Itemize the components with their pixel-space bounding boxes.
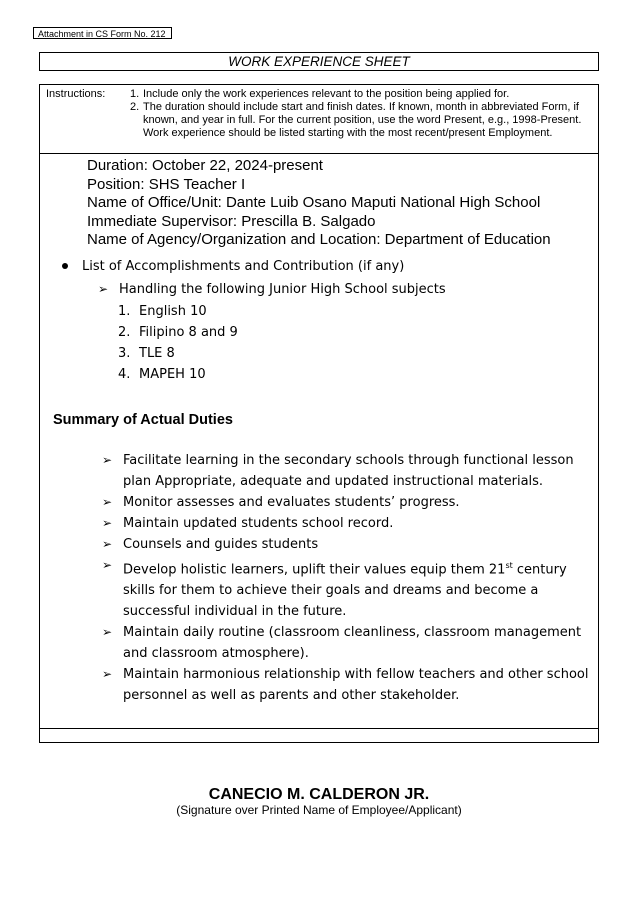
sheet-title: WORK EXPERIENCE SHEET [39,52,599,71]
duty-text: Develop holistic learners, uplift their values equip them 21 [123,562,506,578]
arrow-bullet-icon: ➢ [102,537,113,551]
duty-text: Monitor assesses and evaluates students’ progress. [123,495,460,510]
arrow-bullet-icon: ➢ [102,667,113,682]
subject-item [118,301,238,322]
accomplishments-heading-text: List of Accomplishments and Contribution (if any) [82,259,405,274]
subjects-heading-text: Handling the following Junior High School subjects [119,282,446,297]
subject-item [118,322,238,343]
subject-name: English 10 [139,304,207,319]
duty-item [102,622,602,664]
duty-item [102,450,602,492]
instruction-text: The duration should include start and finish dates. If known, month in abbreviated Form, if known, and year in full. For the current position, use the word Present, e.g., 1998-Present. Work experience should be listed starting with the most recent/present Employment. [143,101,582,139]
arrow-bullet-icon: ➢ [102,625,113,640]
subject-name: TLE 8 [139,346,175,361]
subject-name: Filipino 8 and 9 [139,325,238,340]
duty-text: Facilitate learning in the secondary schools through functional lesson plan Appropriate, adequate and updated instructional materials. [123,453,574,489]
accomplishments-heading [62,259,404,275]
position: Position: SHS Teacher I [87,175,246,193]
duty-text: Maintain daily routine (classroom cleanliness, classroom management and classroom atmosphere). [123,625,582,662]
instruction-number: 2. [130,101,140,113]
subjects-heading [98,281,446,298]
subject-number: 1. [118,304,131,319]
signature-caption: (Signature over Printed Name of Employee/Applicant) [176,803,462,817]
subject-number: 2. [118,325,131,340]
instruction-item [130,101,590,140]
arrow-bullet-icon: ➢ [102,495,113,509]
summary-title: Summary of Actual Duties [53,412,233,428]
signature-name: CANECIO M. CALDERON JR. [208,786,430,803]
experience-details [87,157,551,250]
duty-item [102,555,602,622]
arrow-bullet-icon: ➢ [98,282,109,296]
arrow-bullet-icon: ➢ [102,516,113,530]
arrow-bullet-icon: ➢ [102,558,113,572]
instruction-number: 1. [130,88,140,100]
row-divider [40,153,598,154]
duty-text: Counsels and guides students [123,537,319,552]
office-unit: Name of Office/Unit: Dante Luib Osano Maputi National High School [87,194,541,211]
instruction-item [130,88,590,101]
bullet-icon [62,263,68,269]
duties-list [102,450,602,706]
attachment-label: Attachment in CS Form No. 212 [33,27,172,39]
duty-item [102,513,602,534]
duty-text-continued: century skills for them to achieve their goals and dreams and become a successful individual in the future. [123,562,567,620]
duty-item [102,664,602,706]
subject-item [118,364,238,385]
duty-text: Maintain harmonious relationship with fellow teachers and other school personnel as well as parents and other stakeholder. [123,667,589,704]
duty-text: Maintain updated students school record. [123,516,394,531]
subject-number: 4. [118,367,131,382]
duty-item [102,534,602,555]
duty-superscript: st [505,561,513,570]
immediate-supervisor: Immediate Supervisor: Prescilla B. Salgado [87,212,376,230]
instruction-text: Include only the work experiences relevant to the position being applied for. [143,88,510,100]
subject-name: MAPEH 10 [139,367,206,382]
subject-number: 3. [118,346,131,361]
subject-item [118,343,238,364]
instructions-label: Instructions: [46,88,106,100]
arrow-bullet-icon: ➢ [102,453,113,467]
row-divider [40,728,598,729]
agency-location: Name of Agency/Organization and Location: Department of Education [87,231,551,248]
duration: Duration: October 22, 2024-present [87,157,323,174]
work-experience-table [39,84,599,743]
instructions-list [130,88,590,140]
duty-item [102,492,602,513]
subjects-list [118,301,238,385]
